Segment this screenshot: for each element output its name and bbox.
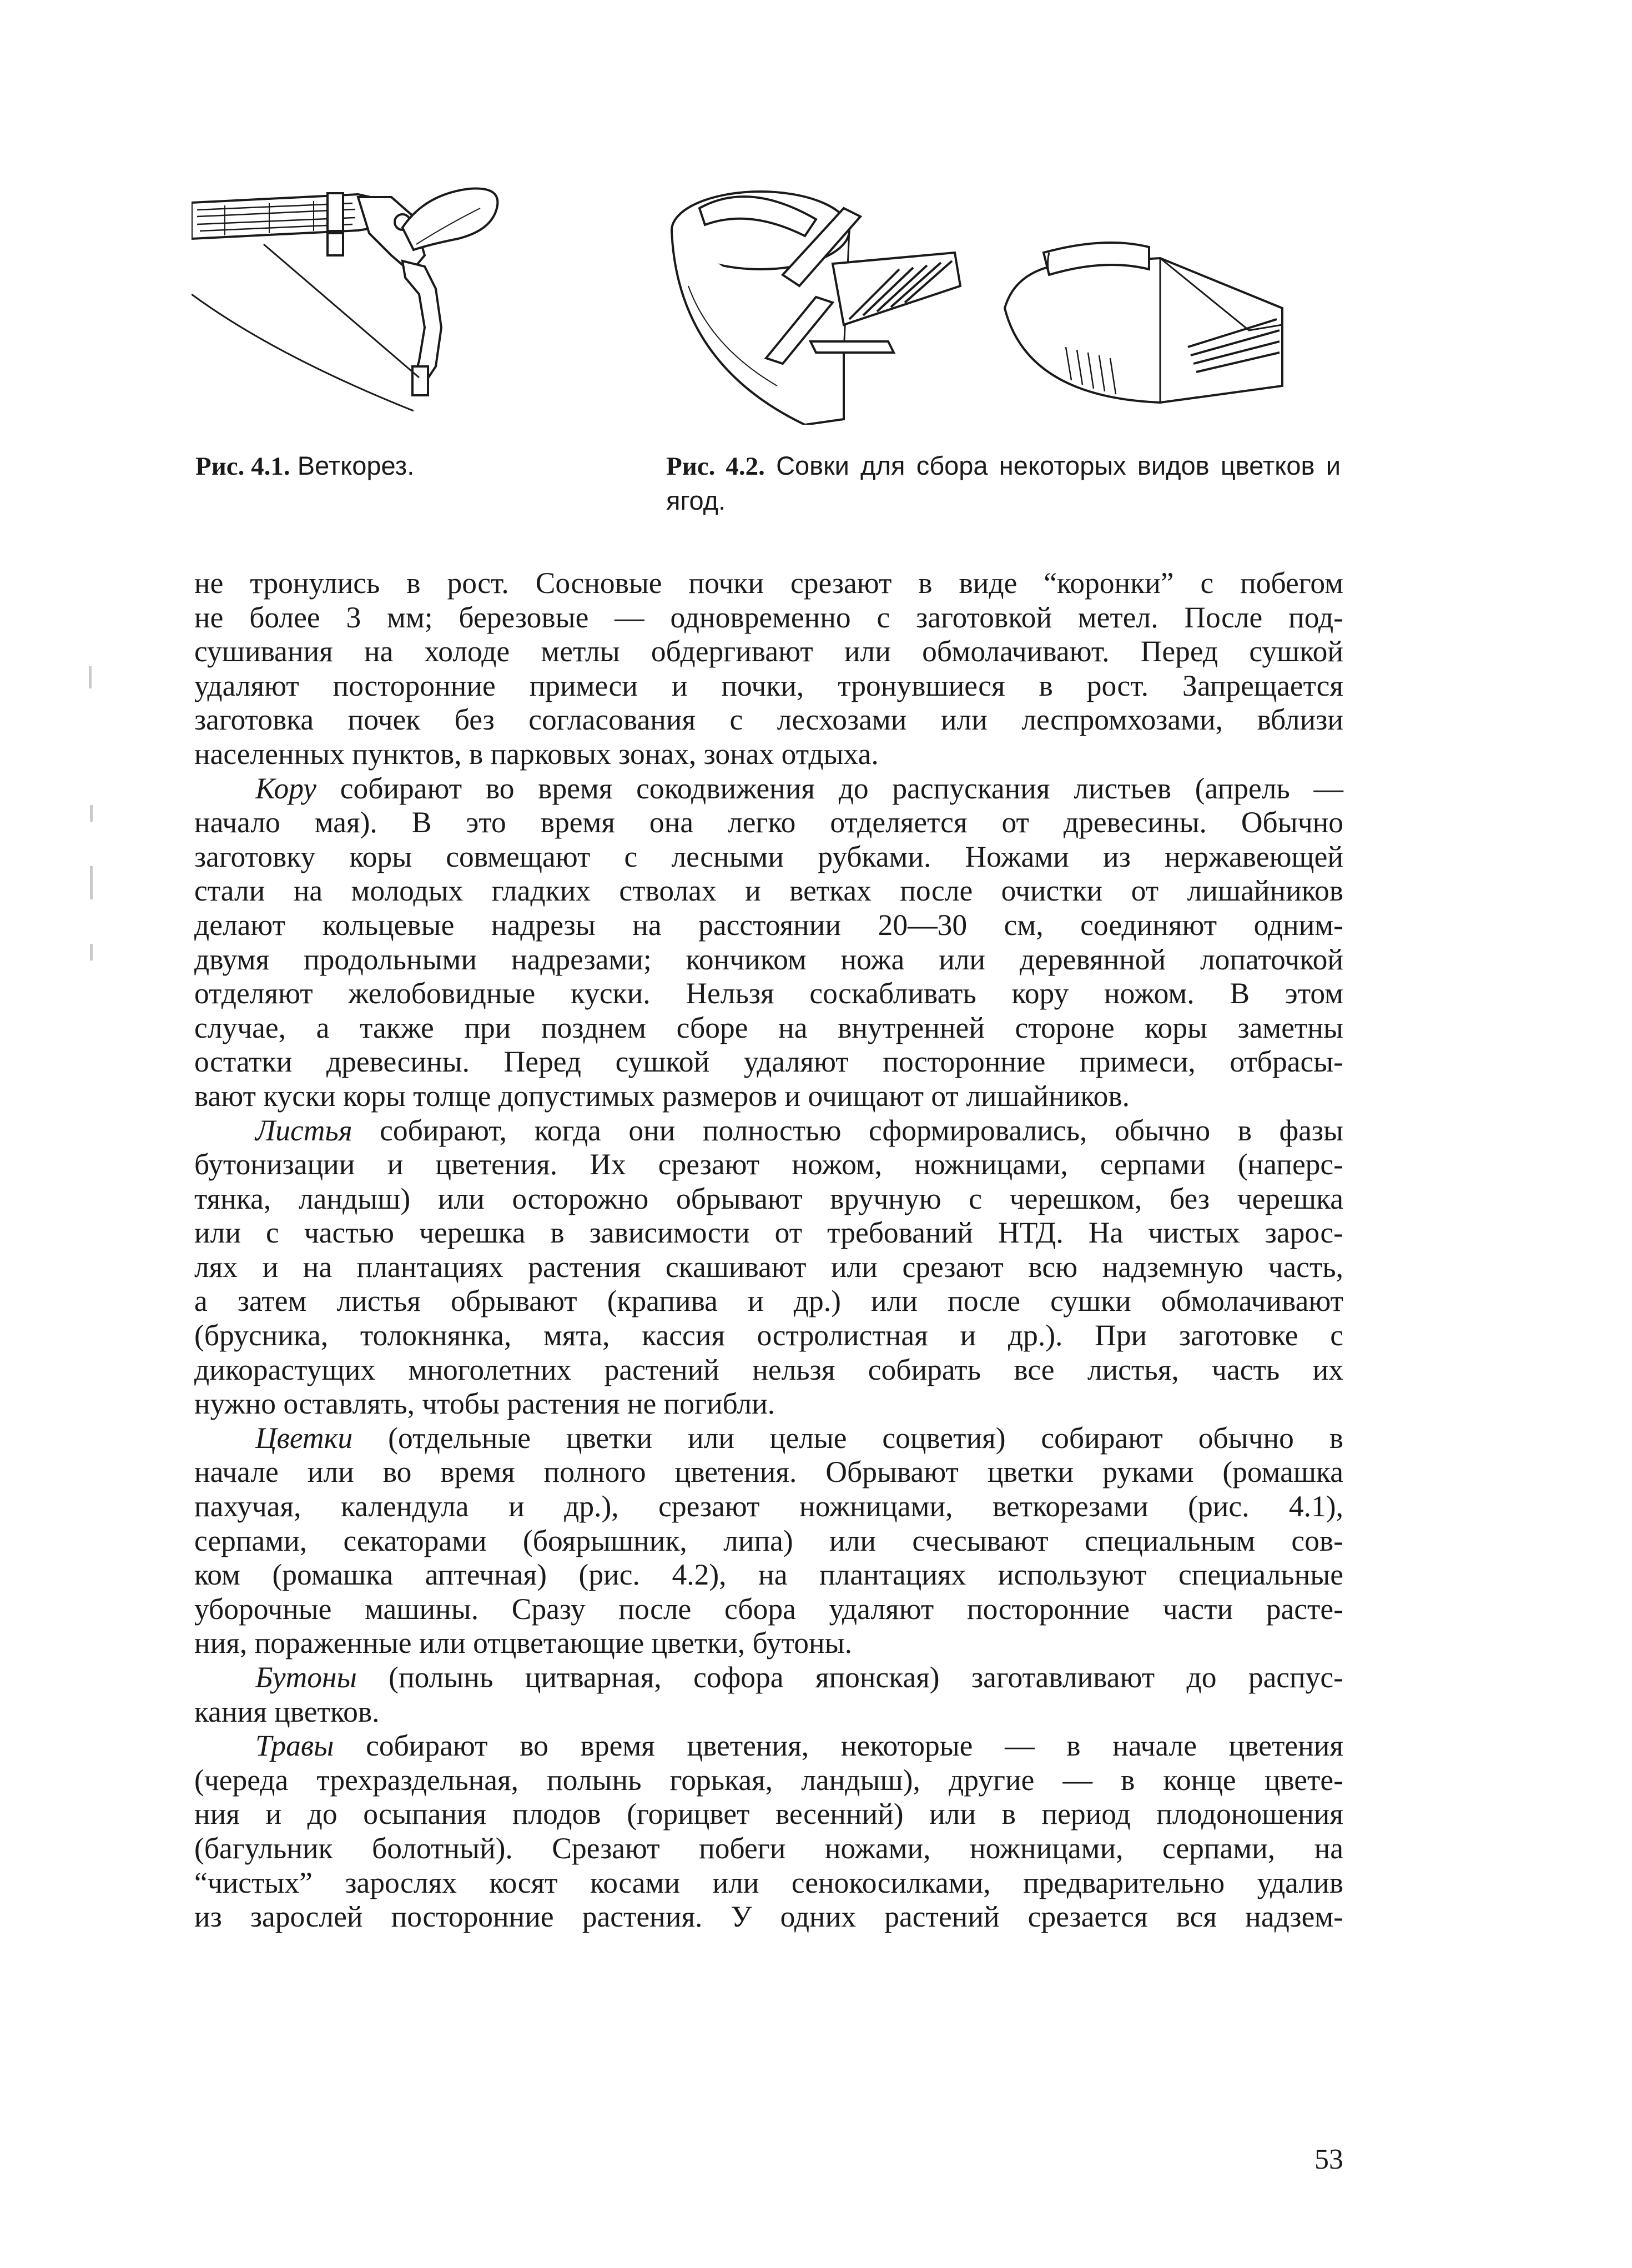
text-line — [194, 1114, 1343, 1148]
text-line: заготовку коры совмещают с лесными рубками. Ножами из нержавеющей — [194, 839, 1343, 873]
text-line: начале или во время полного цветения. Обрывают цветки руками (ромашка — [194, 1455, 1343, 1489]
paragraph-bark — [194, 772, 1343, 1114]
paragraph-herbs — [194, 1729, 1343, 1934]
page-number: 53 — [1314, 2144, 1343, 2175]
text-run: (отдельные цветки или целые соцветия) собирают обычно в — [352, 1421, 1343, 1455]
text-line: серпами, секаторами (боярышник, липа) или счесывают специальным сов- — [194, 1523, 1343, 1557]
lead-term: Травы — [255, 1729, 334, 1763]
branch-cutter-drawing — [192, 178, 633, 414]
text-run: собирают во время цветения, некоторые — в начале цветения — [334, 1729, 1343, 1763]
text-line — [194, 772, 1343, 806]
text-line: кания цветков. — [194, 1694, 380, 1728]
text-line: “чистых” зарослях косят косами или сенокосилками, предварительно удалив — [194, 1865, 1343, 1899]
text-line: уборочные машины. Сразу после сбора удаляют посторонние части расте- — [194, 1592, 1343, 1626]
text-line — [194, 1421, 1343, 1456]
text-run: (полынь цитварная, софора японская) заготавливают до распус- — [356, 1661, 1343, 1694]
text-line: а затем листья обрывают (крапива и др.) или после сушки обмолачивают — [194, 1284, 1343, 1318]
figure-4-2-caption-text: Совки для сбора некоторых видов цветков и ягод. — [666, 451, 1341, 515]
figure-4-1-caption — [195, 449, 628, 484]
text-line: двумя продольными надрезами; кончиком ножа или деревянной лопаточкой — [194, 942, 1343, 976]
text-line: удаляют посторонние примеси и почки, тронувшиеся в рост. Запрещается — [194, 668, 1343, 702]
text-line: (багульник болотный). Срезают побеги ножами, ножницами, серпами, на — [194, 1831, 1343, 1865]
text-line — [194, 1661, 1343, 1695]
text-line: не более 3 мм; березовые — одновременно с заготовкой метел. После под- — [194, 600, 1343, 634]
scan-mark — [90, 866, 93, 899]
scan-mark — [89, 666, 92, 688]
figure-4-1-branch-cutter — [192, 178, 633, 414]
text-line: ком (ромашка аптечная) (рис. 4.2), на плантациях используют специальные — [194, 1558, 1343, 1592]
text-line: отделяют желобовидные куски. Нельзя соскабливать кору ножом. В этом — [194, 977, 1343, 1010]
text-line: случае, а также при позднем сборе на внутренней стороне коры заметны — [194, 1010, 1343, 1044]
lead-term: Цветки — [255, 1421, 353, 1455]
text-line: не тронулись в рост. Сосновые почки срезают в виде “коронки” с побегом — [194, 566, 1343, 600]
text-line: ния, пораженные или отцветающие цветки, бутоны. — [194, 1626, 852, 1660]
paragraph-buds — [194, 1661, 1343, 1729]
text-line: пахучая, календула и др.), срезают ножницами, веткорезами (рис. 4.1), — [194, 1490, 1343, 1523]
text-line: (брусника, толокнянка, мята, кассия остролистная и др.). При заготовке с — [194, 1319, 1343, 1352]
text-line: остатки древесины. Перед сушкой удаляют посторонние примеси, отбрасы- — [194, 1045, 1343, 1079]
text-line: (череда трехраздельная, полынь горькая, ландыш), другие — в конце цвете- — [194, 1763, 1343, 1797]
figure-4-1-caption-text: Веткорез. — [297, 451, 415, 480]
text-line: заготовка почек без согласования с лесхозами или леспромхозами, вблизи — [194, 703, 1343, 737]
text-run: собирают, когда они полностью сформировались, обычно в фазы — [352, 1113, 1343, 1147]
text-line: начало мая). В это время она легко отделяется от древесины. Обычно — [194, 806, 1343, 839]
lead-term: Бутоны — [255, 1661, 357, 1694]
lead-term: Листья — [255, 1113, 352, 1147]
paragraph-leaves — [194, 1114, 1343, 1421]
figure-4-2-scoop-large — [666, 186, 980, 425]
text-line: сушивания на холоде метлы обдергивают или обмолачивают. Перед сушкой — [194, 635, 1343, 668]
text-line: бутонизации и цветения. Их срезают ножом, ножницами, серпами (наперс- — [194, 1148, 1343, 1181]
text-line: ния и до осыпания плодов (горицвет весенний) или в период плодоношения — [194, 1797, 1343, 1831]
text-line: из зарослей посторонние растения. У одних растений срезается вся надзем- — [194, 1900, 1343, 1934]
paragraph-flowers — [194, 1421, 1343, 1661]
scan-mark — [90, 944, 93, 960]
text-line: тянка, ландыш) или осторожно обрывают вручную с черешком, без черешка — [194, 1181, 1343, 1215]
text-line: вают куски коры толще допустимых размеров и очищают от лишайников. — [194, 1079, 1130, 1113]
scan-mark — [90, 805, 93, 822]
figure-4-2-label: Рис. 4.2. — [666, 452, 765, 481]
text-line: стали на молодых гладких стволах и ветках после очистки от лишайников — [194, 874, 1343, 908]
figure-4-2-scoop-small — [994, 236, 1307, 408]
text-line: делают кольцевые надрезы на расстоянии 20—30 см, соединяют одним- — [194, 908, 1343, 942]
body-text — [194, 566, 1343, 1934]
text-line: населенных пунктов, в парковых зонах, зонах отдыха. — [194, 737, 879, 771]
paragraph-buds-end — [194, 566, 1343, 772]
small-scoop-drawing — [994, 236, 1307, 408]
text-line: лях и на плантациях растения скашивают или срезают всю надземную часть, — [194, 1250, 1343, 1284]
figure-4-1-label: Рис. 4.1. — [195, 452, 290, 481]
text-line: или с частью черешка в зависимости от требований НТД. На чистых зарос- — [194, 1216, 1343, 1250]
large-scoop-drawing — [666, 186, 980, 425]
figure-4-2-caption — [666, 449, 1341, 518]
text-line: нужно оставлять, чтобы растения не погибли. — [194, 1387, 775, 1421]
text-run: собирают во время сокодвижения до распускания листьев (апрель — — [316, 771, 1343, 805]
lead-term: Кору — [255, 771, 317, 805]
text-line: дикорастущих многолетних растений нельзя собирать все листья, часть их — [194, 1352, 1343, 1386]
text-line — [194, 1729, 1343, 1763]
